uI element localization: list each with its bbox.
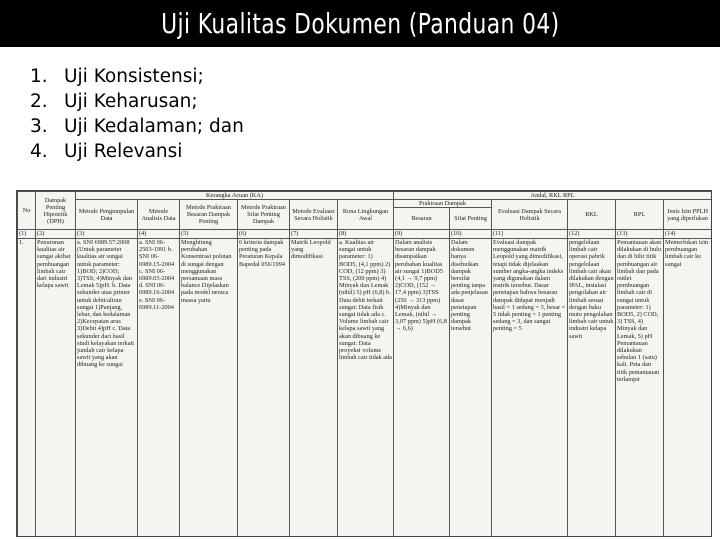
list-item	[30, 64, 244, 89]
header-evaluasi: Metode Evaluasi Secara Holistik	[290, 200, 338, 230]
list-number: 3.	[30, 116, 48, 137]
header-rkl: RKL	[568, 200, 616, 230]
title-bar	[0, 0, 720, 47]
list-item	[30, 114, 244, 139]
cell-besaran: Dalam analisis besaran dampak disampaikan perubahan kualitas air sungai 1)BOD5 (4,1 → 9,7 ppm) 2)COD, (152 → 17,4 ppm) 3)TSS (250 → 313 ppm) 4)Minyak dan Lemak, (nihil → 3,07 ppm) 5)pH (6,8 → 6,6)	[394, 239, 450, 538]
header-rpl: RPL	[616, 200, 664, 230]
index-cell: (2)	[36, 230, 76, 239]
cell-evaluasi-andal: Evaluasi dampak menggunakan matrik Leopold yang dimodifikasi, tetapi tidak dijelaskan sumber angka-angka indeks yang digunakan dalam matrik tersebut. Dasar penetapan bahwa besaran dampak didapat menjadi hasil = 1 sedang = 3, besar = 5 tidak penting = 1 penting sedang = 3, dan sangat penting = 5	[492, 239, 568, 538]
header-sifat: Metode Prakiraan Sifat Penting Dampak	[238, 200, 290, 230]
index-cell: (11)	[492, 230, 568, 239]
list-item	[30, 89, 244, 114]
index-cell: (1)	[18, 230, 36, 239]
index-row	[18, 230, 712, 239]
list-text: Uji Relevansi	[64, 141, 183, 162]
index-cell: (13)	[616, 230, 664, 239]
list-text: Uji Kedalaman; dan	[64, 116, 244, 137]
review-table	[17, 191, 712, 537]
index-cell: (8)	[338, 230, 394, 239]
index-cell: (12)	[568, 230, 616, 239]
header-analisis: Metode Analisis Data	[138, 200, 180, 230]
index-cell: (10)	[450, 230, 492, 239]
header-dampak: Dampak Penting Hipotetik (DPH)	[36, 192, 76, 230]
cell-rona: a. Kualitas air sungai untuk parameter: 1) BOD5, (4,1 ppm) 2) COD, (12 ppm) 3) TSS, (200 ppm) 4) Minyak dan Lemak (nihil) 5) pH (6,8) b. Data debit terkait sungai: Data fisik sungai tidak ada c. Volume limbah cair kelapa sawit yang akan dibuang ke sungai: Data proyeksi volume limbah cair tidak ada	[338, 239, 394, 538]
index-cell: (4)	[138, 230, 180, 239]
list-number: 1.	[30, 66, 48, 87]
header-kerangka-acuan: Kerangka Acuan (KA)	[76, 192, 394, 200]
index-cell: (3)	[76, 230, 138, 239]
header-pengumpulan: Metode Pengumpulan Data	[76, 200, 138, 230]
cell-sifat-penting: Dalam dokumen hanya disebutkan dampak bersifat penting tanpa ada penjelasan dasar penetapan penting dampak tersebut	[450, 239, 492, 538]
header-no: No	[18, 192, 36, 230]
list-text: Uji Konsistensi;	[64, 66, 204, 87]
header-besaran: Besaran	[394, 208, 450, 230]
cell-evaluasi: Matrik Leopold yang dimodifikasi	[290, 239, 338, 538]
header-rona: Rona Lingkungan Awal	[338, 200, 394, 230]
test-list	[30, 64, 244, 164]
table-row	[18, 239, 712, 538]
list-item	[30, 139, 244, 164]
cell-no: 1.	[18, 239, 36, 538]
index-cell: (5)	[180, 230, 238, 239]
cell-rpl: Pemantauan akan dilakukan di hulu dan di hilir titik pembuangan air limbah dan pada outlet pembuangan limbah cair di sungai untuk parameter: 1) BOD5, 2) COD, 3) TSS, 4) Minyak dan Lemak, 5) pH Pemantauan dilakukan sebulan 1 (satu) kali. Peta dan titik pemantauan terlampir	[616, 239, 664, 538]
index-cell: (6)	[238, 230, 290, 239]
index-cell: (9)	[394, 230, 450, 239]
list-text: Uji Keharusan;	[64, 91, 198, 112]
list-number: 4.	[30, 141, 48, 162]
header-evaluasi-andal: Evaluasi Dampak Secara Holistik	[492, 200, 568, 230]
cell-jenis-izin: Memerlukan izin pembuangan limbah cair ke sungai	[664, 239, 712, 538]
cell-analisis: a. SNI 06-2503-1991 b. SNI 06-6989.15-2004 c. SNI 06-6989.03-2004 d. SNI 06-6989.16-2004 e. SNI 06-6989.11-2004	[138, 239, 180, 538]
cell-dampak: Penurunan kualitas air sungai akibat pembuangan limbah cair dari industri kelapa sawit	[36, 239, 76, 538]
cell-pengumpulan: a. SNI 6989.57:2008 (Untuk parameter kualitas air sungai untuk parameter: 1)BOD; 2)COD; 3)TSS; 4)Minyak dan Lemak 5)pH. b. Data sekunder atau primer untuk debit/aliran sungai 1)Panjang, lebar, dan kedalaman 2)Kecepatan arus 3)Debit 4)pH c. Data sekunder dari hasil studi kelayakan terkait jumlah cair kelapa sawit yang akan dibuang ke sungai	[76, 239, 138, 538]
document-table-image	[16, 190, 712, 537]
index-cell: (7)	[290, 230, 338, 239]
index-cell: (14)	[664, 230, 712, 239]
header-prakiraan-dampak: Prakiraan Dampak	[394, 200, 492, 208]
cell-prakiraan-besaran: Menghitung perubahan Konsentrasi polutan di sungai dengan menggunakan persamaan mass balance Dijelaskan pada model neraca massa yaitu	[180, 239, 238, 538]
header-andal: Andal, RKL RPL	[394, 192, 712, 200]
header-jenis-izin: Jenis Izin PPLH yang diperlukan	[664, 200, 712, 230]
header-prakiraan-besaran: Metode Prakiraan Besaran Dampak Penting	[180, 200, 238, 230]
cell-sifat: 6 kriteria dampak penting pada Peraturan Kepala Bapedal 056/1994	[238, 239, 290, 538]
page-title: Uji Kualitas Dokumen (Panduan 04)	[160, 7, 560, 40]
cell-rkl: pengelolaan limbah cair operasi pabrik pengelolaan limbah cair akan dilakukan dengan IPAL, instalasi pengolahan air limbah sesuai dengan baku mutu pengolahan limbah cair untuk industri kelapa sawit	[568, 239, 616, 538]
header-sifat-penting: Sifat Penting	[450, 208, 492, 230]
list-number: 2.	[30, 91, 48, 112]
